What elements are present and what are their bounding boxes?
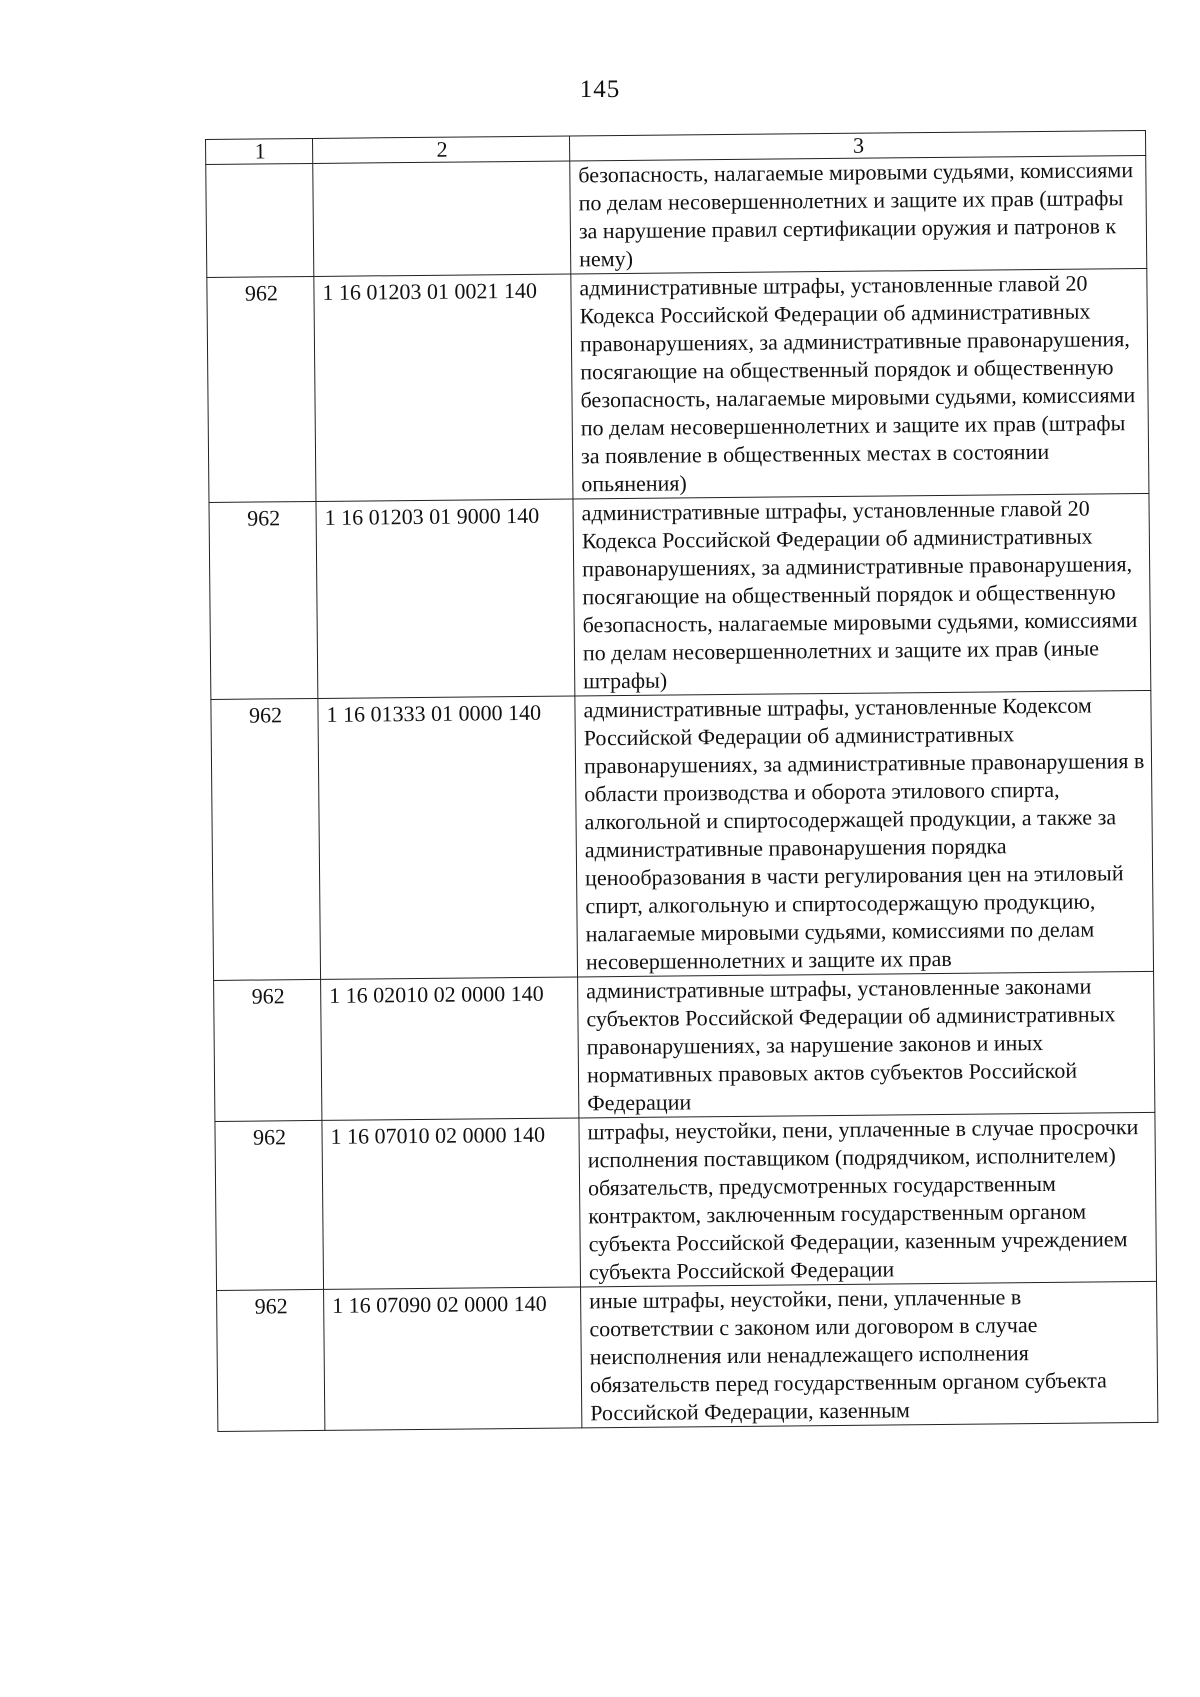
kbk-code-cell: 1 16 01333 01 0000 140 — [318, 696, 578, 979]
admin-code-cell: 962 — [215, 1120, 324, 1290]
admin-code-cell: 962 — [207, 276, 316, 502]
table-row — [217, 1281, 1158, 1431]
description-cell: административные штрафы, установленные главой 20 Кодекса Российской Федерации об административных правонарушениях, за административные правонарушения, посягающие на общественный порядок и общественную безопасность, налагаемые мировыми судьями, комиссиями по делам несовершеннолетних и защите их прав (иные штрафы) — [573, 493, 1151, 696]
description-cell: иные штрафы, неустойки, пени, уплаченные в соответствии с законом или договором в случае неисполнения или ненадлежащего исполнения обязательств перед государственным органом субъекта Российской Федерации, казенным — [581, 1281, 1158, 1428]
kbk-code-cell: 1 16 02010 02 0000 140 — [321, 977, 579, 1120]
description-cell: административные штрафы, установленные Кодексом Российской Федерации об административных правонарушениях, за административные правонарушения в области производства и оборота этилового спирта, алкогольной и спиртосодержащей продукции, а также за административные правонарушения порядка ценообразования в части регулирования цен на этиловый спирт, алкогольную и спиртосодержащую продукцию, налагаемые мировыми судьями, комиссиями по делам несовершеннолетних и защите их прав — [575, 690, 1154, 977]
admin-code-cell: 962 — [209, 501, 318, 699]
admin-code-cell — [206, 163, 314, 277]
kbk-code-cell: 1 16 07090 02 0000 140 — [324, 1287, 582, 1430]
admin-code-cell: 962 — [211, 698, 321, 980]
description-cell: штрафы, неустойки, пени, уплаченные в случае просрочки исполнения поставщиком (подрядчиком, исполнителем) обязательств, предусмотренных государственным контрактом, заключенным государственным органом субъекта Российской Федерации, казенным учреждением субъекта Российской Федерации — [579, 1112, 1157, 1287]
description-cell: административные штрафы, установленные главой 20 Кодекса Российской Федерации об административных правонарушениях, за административные правонарушения, посягающие на общественный порядок и общественную безопасность, налагаемые мировыми судьями, комиссиями по делам несовершеннолетних и защите их прав (штрафы за появление в общественных местах в состоянии опьянения) — [571, 268, 1149, 499]
table-row — [206, 155, 1147, 277]
admin-code-cell: 962 — [217, 1289, 325, 1431]
table-row — [207, 268, 1149, 502]
admin-code-cell: 962 — [214, 979, 322, 1121]
table-row — [211, 690, 1154, 980]
revenue-codes-table — [205, 130, 1158, 1432]
description-cell: административные штрафы, установленные законами субъектов Российской Федерации об административных правонарушениях, за нарушение законов и иных нормативных правовых актов субъектов Российской Федерации — [578, 971, 1155, 1118]
kbk-code-cell: 1 16 01203 01 9000 140 — [316, 499, 575, 698]
kbk-code-cell — [313, 161, 571, 276]
kbk-code-cell: 1 16 01203 01 0021 140 — [314, 274, 573, 501]
column-header-2: 2 — [312, 136, 569, 163]
table-row — [209, 493, 1151, 699]
column-header-1: 1 — [206, 138, 313, 164]
column-header-3: 3 — [569, 130, 1145, 161]
table-row — [214, 971, 1155, 1121]
page-number: 145 — [579, 76, 621, 103]
description-cell: безопасность, налагаемые мировыми судьями, комиссиями по делам несовершеннолетних и защите их прав (штрафы за нарушение правил сертификации оружия и патронов к нему) — [570, 155, 1147, 274]
table-row — [215, 1112, 1157, 1290]
kbk-code-cell: 1 16 07010 02 0000 140 — [322, 1118, 581, 1289]
